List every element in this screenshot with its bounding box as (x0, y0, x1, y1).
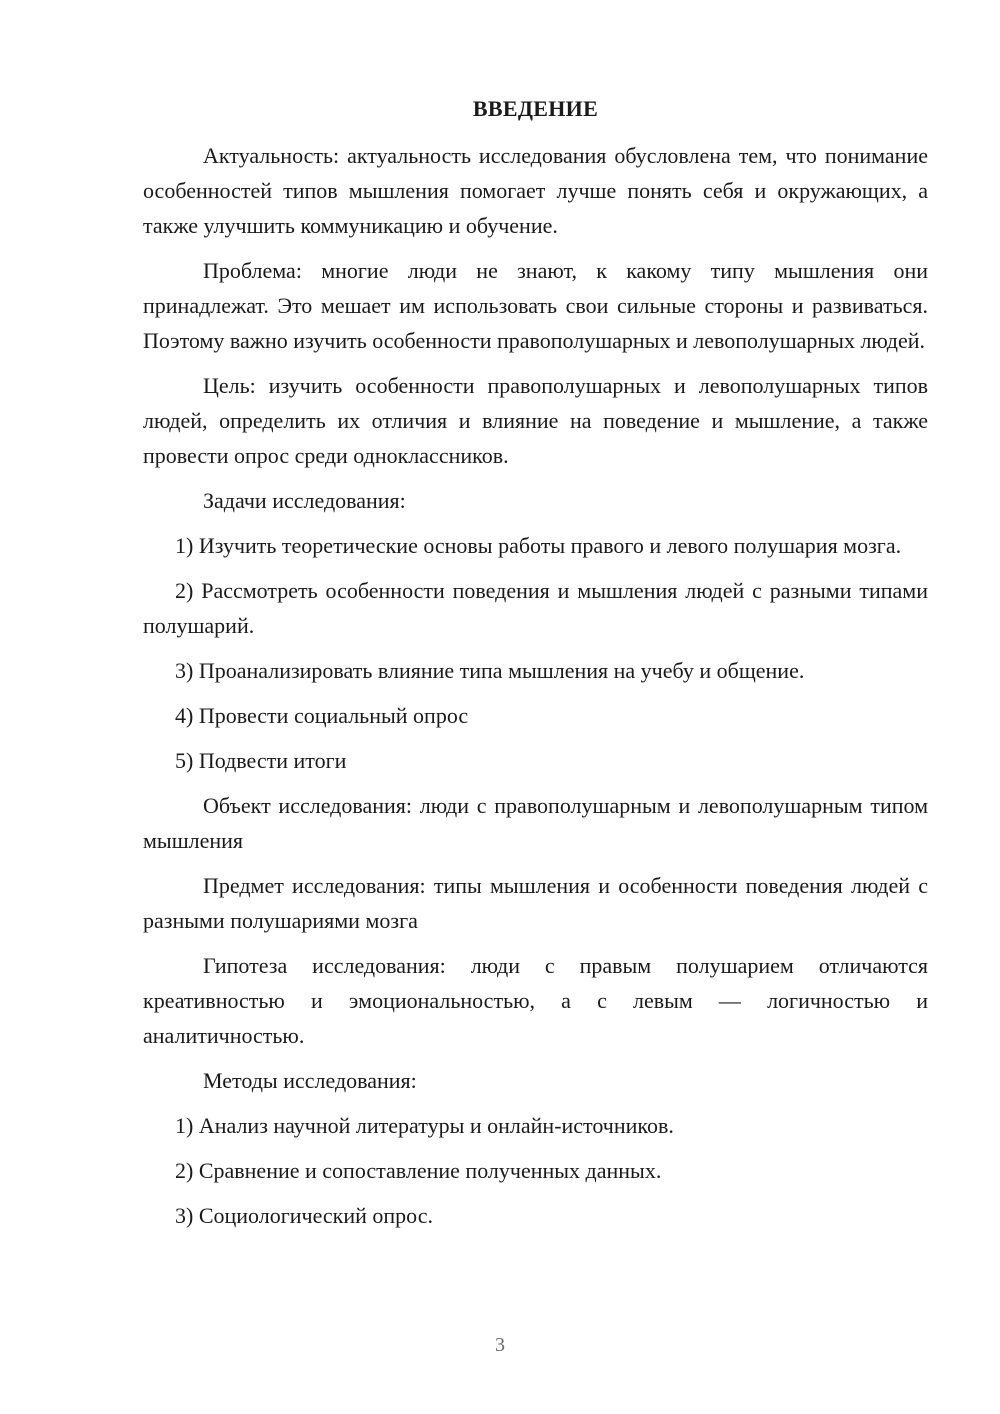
object-paragraph: Объект исследования: люди с правополушарным и левополушарным типом мышления (143, 793, 928, 853)
task-item: 4) Провести социальный опрос (175, 703, 469, 728)
task-item: 1) Изучить теоретические основы работы правого и левого полушария мозга. (175, 533, 902, 558)
methods-heading: Методы исследования: (203, 1068, 417, 1093)
tasks-heading: Задачи исследования: (203, 488, 406, 513)
page-number: 3 (495, 1334, 505, 1356)
method-item: 3) Социологический опрос. (175, 1203, 433, 1228)
task-item: 2) Рассмотреть особенности поведения и мышления людей с разными типами полушарий. (143, 578, 928, 638)
task-item: 5) Подвести итоги (175, 748, 347, 773)
goal-paragraph: Цель: изучить особенности правополушарных и левополушарных типов людей, определить их отличия и влияние на поведение и мышление, а также провести опрос среди одноклассников. (143, 373, 928, 468)
problem-paragraph: Проблема: многие люди не знают, к какому типу мышления они принадлежат. Это мешает им использовать свои сильные стороны и развиваться. Поэтому важно изучить особенности правополушарных и левополушарных людей. (143, 258, 928, 353)
method-item: 1) Анализ научной литературы и онлайн-источников. (175, 1113, 674, 1138)
hypothesis-paragraph: Гипотеза исследования: люди с правым полушарием отличаются креативностью и эмоциональностью, а с левым — логичностью и аналитичностью. (143, 953, 928, 1048)
relevance-paragraph: Актуальность: актуальность исследования обусловлена тем, что понимание особенностей типов мышления помогает лучше понять себя и окружающих, а также улучшить коммуникацию и обучение. (143, 143, 928, 238)
method-item: 2) Сравнение и сопоставление полученных данных. (175, 1158, 662, 1183)
task-item: 3) Проанализировать влияние типа мышления на учебу и общение. (175, 658, 805, 683)
subject-paragraph: Предмет исследования: типы мышления и особенности поведения людей с разными полушариями мозга (143, 873, 928, 933)
methods-list (143, 1108, 928, 1233)
tasks-list (143, 528, 928, 778)
document-page (143, 94, 928, 1243)
section-title: ВВЕДЕНИЕ (472, 96, 599, 121)
